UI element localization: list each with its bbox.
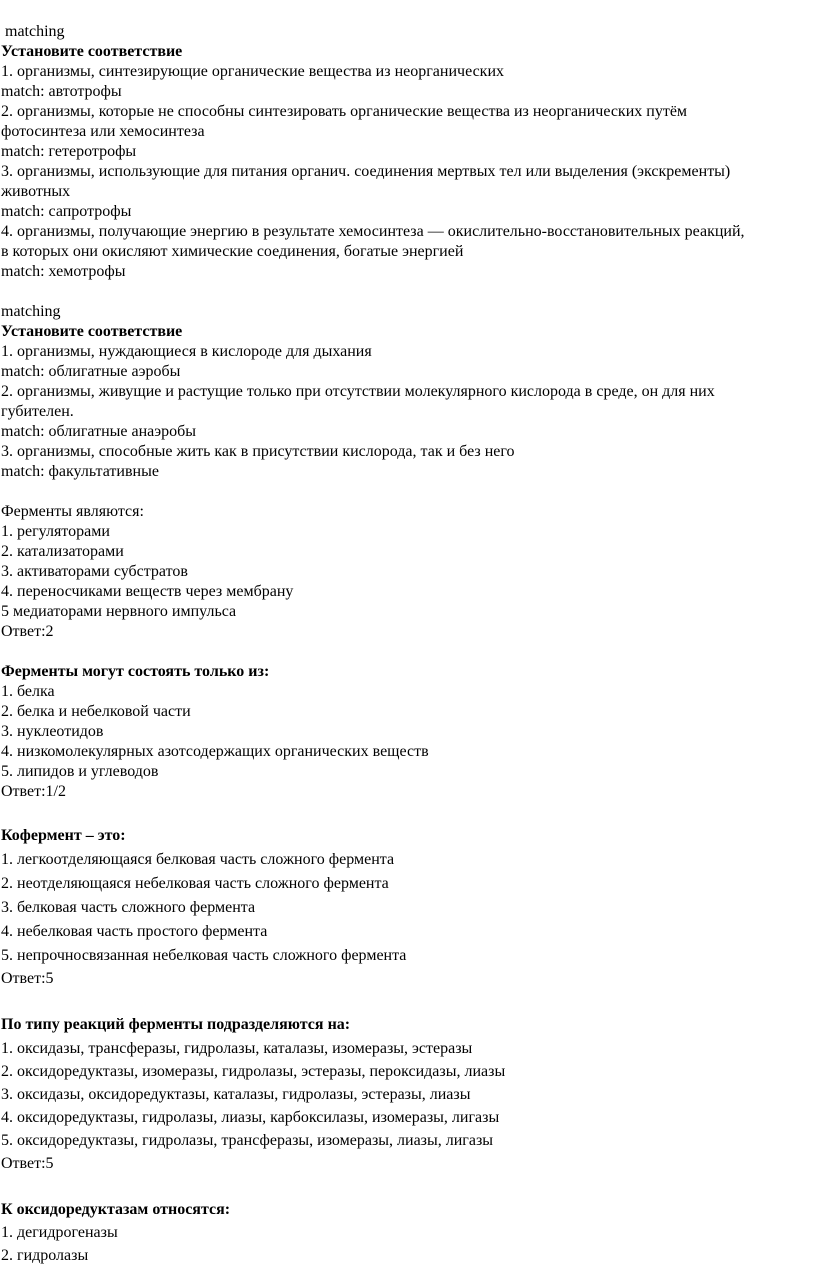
question-heading: Ферменты являются: bbox=[1, 503, 144, 520]
answer-option: 4. переносчиками веществ через мембрану bbox=[1, 583, 294, 600]
matching-answer: match: сапротрофы bbox=[1, 203, 132, 220]
correct-answer: Ответ:1/2 bbox=[1, 783, 66, 800]
matching-answer: match: хемотрофы bbox=[1, 263, 126, 280]
answer-option: 5. липидов и углеводов bbox=[1, 763, 159, 780]
matching-item: 1. организмы, синтезирующие органические вещества из неорганических bbox=[1, 63, 504, 80]
matching-item: 1. организмы, нуждающиеся в кислороде для дыхания bbox=[1, 343, 372, 360]
matching-answer: match: гетеротрофы bbox=[1, 143, 137, 160]
correct-answer: Ответ:2 bbox=[1, 623, 54, 640]
matching-answer: match: автотрофы bbox=[1, 83, 122, 100]
answer-option: 4. небелковая часть простого фермента bbox=[1, 923, 268, 940]
answer-option: 3. белковая часть сложного фермента bbox=[1, 899, 256, 916]
correct-answer: Ответ:5 bbox=[1, 1155, 54, 1172]
matching-item: 2. организмы, живущие и растущие только при отсутствии молекулярного кислорода в среде, он для них bbox=[1, 383, 715, 400]
answer-option: 3. нуклеотидов bbox=[1, 723, 104, 740]
answer-option: 1. оксидазы, трансферазы, гидролазы, каталазы, изомеразы, эстеразы bbox=[1, 1040, 473, 1057]
question-heading: Ферменты могут состоять только из: bbox=[1, 663, 270, 680]
answer-option: 2. оксидоредуктазы, изомеразы, гидролазы, эстеразы, пероксидазы, лиазы bbox=[1, 1063, 506, 1080]
matching-item-continuation: в которых они окисляют химические соединения, богатые энергией bbox=[1, 243, 464, 260]
matching-answer: match: облигатные анаэробы bbox=[1, 423, 197, 440]
answer-option: 4. низкомолекулярных азотсодержащих органических веществ bbox=[1, 743, 429, 760]
answer-option: 1. белка bbox=[1, 683, 55, 700]
answer-option: 5. оксидоредуктазы, гидролазы, трансферазы, изомеразы, лиазы, лигазы bbox=[1, 1132, 494, 1149]
answer-option: 2. белка и небелковой части bbox=[1, 703, 191, 720]
question-heading: Кофермент – это: bbox=[1, 827, 126, 844]
correct-answer: Ответ:5 bbox=[1, 970, 54, 987]
answer-option: 3. оксидазы, оксидоредуктазы, каталазы, гидролазы, эстеразы, лиазы bbox=[1, 1086, 471, 1103]
answer-option: 2. неотделяющаяся небелковая часть сложного фермента bbox=[1, 875, 389, 892]
answer-option: 4. оксидоредуктазы, гидролазы, лиазы, карбоксилазы, изомеразы, лигазы bbox=[1, 1109, 500, 1126]
answer-option: 2. гидролазы bbox=[1, 1247, 89, 1264]
matching-item: 2. организмы, которые не способны синтезировать органические вещества из неорганических путём bbox=[1, 103, 688, 120]
question-heading: По типу реакций ферменты подразделяются на: bbox=[1, 1016, 351, 1033]
answer-option: 3. активаторами субстратов bbox=[1, 563, 188, 580]
matching-answer: match: факультативные bbox=[1, 463, 159, 480]
question-heading: Установите соответствие bbox=[1, 323, 183, 340]
answer-option: 5 медиаторами нервного импульса bbox=[1, 603, 237, 620]
question-type-label: matching bbox=[1, 303, 61, 320]
matching-item: 3. организмы, способные жить как в присутствии кислорода, так и без него bbox=[1, 443, 515, 460]
answer-option: 1. дегидрогеназы bbox=[1, 1224, 118, 1241]
matching-item-continuation: губителен. bbox=[1, 403, 74, 420]
matching-answer: match: облигатные аэробы bbox=[1, 363, 181, 380]
matching-item-continuation: животных bbox=[1, 183, 71, 200]
question-heading: К оксидоредуктазам относятся: bbox=[1, 1201, 231, 1218]
answer-option: 5. непрочносвязанная небелковая часть сложного фермента bbox=[1, 947, 407, 964]
matching-item-continuation: фотосинтеза или хемосинтеза bbox=[1, 123, 205, 140]
matching-item: 4. организмы, получающие энергию в результате хемосинтеза — окислительно-восстановительных реакций, bbox=[1, 223, 745, 240]
answer-option: 2. катализаторами bbox=[1, 543, 124, 560]
answer-option: 1. регуляторами bbox=[1, 523, 110, 540]
matching-item: 3. организмы, использующие для питания органич. соединения мертвых тел или выделения (экскременты) bbox=[1, 163, 731, 180]
question-heading: Установите соответствие bbox=[1, 43, 183, 60]
answer-option: 1. легкоотделяющаяся белковая часть сложного фермента bbox=[1, 851, 395, 868]
question-type-label: matching bbox=[5, 23, 65, 40]
